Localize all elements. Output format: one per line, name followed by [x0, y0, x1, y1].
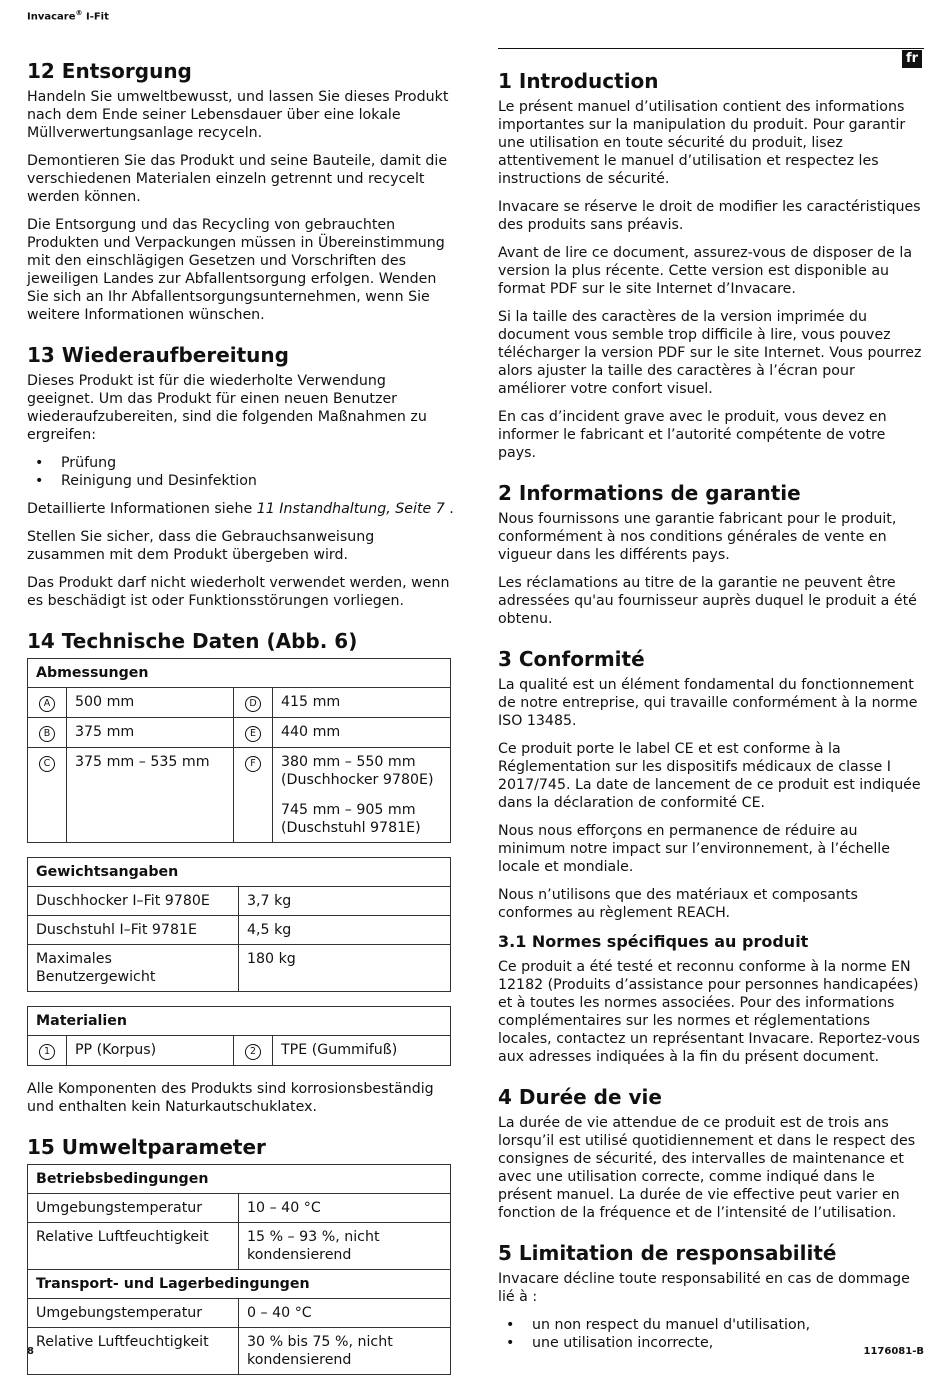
table-header: Gewichtsangaben: [28, 858, 451, 887]
language-tag: fr: [902, 50, 922, 68]
document-id: 1176081-B: [863, 1346, 924, 1357]
paragraph: Das Produkt darf nicht wiederholt verwendet werden, wenn es beschädigt ist oder Funktionsstörungen vorliegen.: [27, 575, 450, 609]
table-row: [28, 1036, 451, 1066]
paragraph: La qualité est un élément fondamental du fonctionnement de notre entreprise, qui travaille conformément à la norme ISO 13485.: [498, 677, 918, 729]
table-row: [28, 1223, 451, 1270]
weights-table: [27, 857, 451, 992]
ref-link[interactable]: 11 Instandhaltung, Seite 7: [256, 501, 445, 517]
ref-prefix: Detaillierte Informationen siehe: [27, 501, 257, 517]
paragraph: Ce produit porte le label CE et est conforme à la Réglementation sur les dispositifs médicaux de classe I 2017/745. La date de lancement de ce produit est indiquée dans la déclaration de conformité CE.: [498, 741, 921, 811]
dimension-value: 745 mm – 905 mm (Duschstuhl 9781E): [281, 802, 421, 836]
table-row: [28, 1194, 451, 1223]
paragraph: Les réclamations au titre de la garantie ne peuvent être adressées qu'au fournisseur auprès duquel le produit a été obtenu.: [498, 575, 917, 627]
materials-table: [27, 1006, 451, 1066]
table-cell: 15 % – 93 %, nicht kondensierend: [239, 1223, 451, 1270]
brand-name: Invacare: [27, 11, 76, 23]
paragraph: Dieses Produkt ist für die wiederholte Verwendung geeignet. Um das Produkt für einen neuen Benutzer wiederaufzubereiten, sind die folgenden Maßnahmen zu ergreifen:: [27, 373, 427, 443]
dimension-symbol: F: [245, 756, 261, 772]
table-cell: 440 mm: [273, 718, 451, 748]
paragraph: Si la taille des caractères de la version imprimée du document vous semble trop difficile à lire, vous pouvez télécharger la version PDF sur le site Internet. Vous pourrez alors ajuster la taille des caractères à l’écran pour améliorer votre confort visuel.: [498, 309, 922, 397]
table-cell: 180 kg: [239, 945, 451, 992]
list-item: • un non respect du manuel d'utilisation,: [498, 1316, 924, 1334]
paragraph: La durée de vie attendue de ce produit est de trois ans lorsqu’il est utilisé quotidiennement et dans le respect des consignes de sécurité, des intervalles de maintenance et avec une utilisation correcte, comme indiqué dans le présent manuel. La durée de vie effective peut varier en fonction de la fréquence et de l’intensité de l’utilisation.: [498, 1115, 916, 1221]
dimension-symbol: A: [39, 696, 55, 712]
table-cell: 415 mm: [273, 688, 451, 718]
table-cell: [273, 748, 451, 843]
section-title: 4 Durée de vie: [498, 1085, 662, 1109]
paragraph: Die Entsorgung und das Recycling von gebrauchten Produkten und Verpackungen müssen in Übereinstimmung mit den einschlägigen Gesetzen und Vorschriften des jeweiligen Landes zur Abfallentsorgung erfolgen. Wenden Sie sich an Ihr Abfallentsorgungsunternehmen, wenn Sie weitere Informationen wünschen.: [27, 217, 445, 323]
table-cell: Relative Luftfeuchtigkeit: [28, 1223, 239, 1270]
table-row: [28, 887, 451, 916]
table-row: [28, 1299, 451, 1328]
table-header: Materialien: [28, 1007, 451, 1036]
paragraph: Nous fournissons une garantie fabricant pour le produit, conformément à nos conditions générales de vente en vigueur dans les différents pays.: [498, 511, 897, 563]
section-garantie: [498, 480, 924, 628]
table-row: [28, 916, 451, 945]
table-cell: 500 mm: [67, 688, 234, 718]
table-row: [28, 748, 451, 843]
table-row: [28, 718, 451, 748]
paragraph: Avant de lire ce document, assurez-vous de disposer de la version la plus récente. Cette version est disponible au format PDF sur le site Internet d’Invacare.: [498, 245, 913, 297]
section-wiederaufbereitung: [27, 342, 455, 610]
table-row: [28, 688, 451, 718]
table-cell: 375 mm: [67, 718, 234, 748]
page-number: 8: [27, 1346, 34, 1357]
list-item: • Prüfung: [27, 454, 455, 472]
table-row: [28, 1328, 451, 1375]
section-title: 3 Conformité: [498, 647, 645, 671]
list-item: • Reinigung und Desinfektion: [27, 472, 455, 490]
dimension-symbol: E: [245, 726, 261, 742]
ref-suffix: .: [444, 501, 454, 517]
section-entsorgung: [27, 58, 455, 324]
table-cell: 375 mm – 535 mm: [67, 748, 234, 843]
table-cell: Umgebungstemperatur: [28, 1299, 239, 1328]
paragraph: Nous nous efforçons en permanence de réduire au minimum notre impact sur l’environnement, à l’échelle locale et mondiale.: [498, 823, 890, 875]
subsection-title: 3.1 Normes spécifiques au produit: [498, 932, 809, 951]
table-cell: Umgebungstemperatur: [28, 1194, 239, 1223]
section-introduction: [498, 68, 924, 462]
table-header: Transport- und Lagerbedingungen: [28, 1270, 451, 1299]
paragraph: Ce produit a été testé et reconnu conforme à la norme EN 12182 (Produits d’assistance pour personnes handicapées) et à toutes les normes associées. Pour des informations complémentaires sur les normes et réglementations locales, contactez un représentant Invacare. Reportez-vous aux adresses indiquées à la fin du présent document.: [498, 959, 920, 1065]
paragraph: Le présent manuel d’utilisation contient des informations importantes sur la manipulation du produit. Pour garantir une utilisation en toute sécurité du produit, lisez attentivement le manuel d’utilisation et respectez les instructions de sécurité.: [498, 99, 906, 187]
running-header: [27, 4, 109, 26]
section-title: 13 Wiederaufbereitung: [27, 343, 289, 367]
section-title: 14 Technische Daten (Abb. 6): [27, 629, 358, 653]
section-conformite: [498, 646, 924, 1066]
table-cell: TPE (Gummifuß): [273, 1036, 451, 1066]
section-limitation: [498, 1240, 924, 1352]
material-number: 1: [39, 1044, 55, 1060]
paragraph: Stellen Sie sicher, dass die Gebrauchsanweisung zusammen mit dem Produkt übergeben wird.: [27, 529, 375, 563]
material-number: 2: [245, 1044, 261, 1060]
paragraph: Invacare décline toute responsabilité en cas de dommage lié à :: [498, 1271, 910, 1305]
table-row: [28, 945, 451, 992]
product-name: I-Fit: [85, 11, 109, 23]
section-title: 15 Umweltparameter: [27, 1135, 266, 1159]
table-header: Abmessungen: [28, 659, 451, 688]
table-cell: Maximales Benutzergewicht: [28, 945, 239, 992]
section-umweltparameter: [27, 1134, 455, 1375]
section-title: 2 Informations de garantie: [498, 481, 801, 505]
table-cell: 30 % bis 75 %, nicht kondensierend: [239, 1328, 451, 1375]
paragraph: En cas d’incident grave avec le produit, vous devez en informer le fabricant et l’autorité compétente de votre pays.: [498, 409, 887, 461]
table-cell: PP (Korpus): [67, 1036, 234, 1066]
registered-mark: ®: [75, 9, 83, 17]
bullet-list: [27, 454, 455, 490]
section-duree-de-vie: [498, 1084, 924, 1222]
left-column: [27, 58, 455, 1393]
table-cell: 0 – 40 °C: [239, 1299, 451, 1328]
table-cell: Duschhocker I–Fit 9780E: [28, 887, 239, 916]
section-title: 12 Entsorgung: [27, 59, 192, 83]
cross-reference: [27, 500, 455, 518]
paragraph: Alle Komponenten des Produkts sind korrosionsbeständig und enthalten kein Naturkautschuklatex.: [27, 1081, 434, 1115]
list-item: • une utilisation incorrecte,: [498, 1334, 924, 1352]
paragraph: Nous n’utilisons que des matériaux et composants conformes au règlement REACH.: [498, 887, 858, 921]
table-cell: 4,5 kg: [239, 916, 451, 945]
dimension-symbol: C: [39, 756, 55, 772]
dimensions-table: [27, 658, 451, 843]
dimension-value: 380 mm – 550 mm (Duschhocker 9780E): [281, 754, 434, 788]
table-cell: 10 – 40 °C: [239, 1194, 451, 1223]
table-header: Betriebsbedingungen: [28, 1165, 451, 1194]
section-technische-daten: [27, 628, 455, 1116]
section-title: 1 Introduction: [498, 69, 659, 93]
bullet-list: [498, 1316, 924, 1352]
paragraph: Demontieren Sie das Produkt und seine Bauteile, damit die verschiedenen Materialen einzeln getrennt und recycelt werden können.: [27, 153, 448, 205]
environment-table: [27, 1164, 451, 1375]
table-cell: Duschstuhl I–Fit 9781E: [28, 916, 239, 945]
table-cell: 3,7 kg: [239, 887, 451, 916]
dimension-symbol: B: [39, 726, 55, 742]
dimension-symbol: D: [245, 696, 261, 712]
section-title: 5 Limitation de responsabilité: [498, 1241, 837, 1265]
paragraph: Invacare se réserve le droit de modifier les caractéristiques des produits sans préavis.: [498, 199, 921, 233]
right-column: [498, 48, 924, 1370]
table-cell: Relative Luftfeuchtigkeit: [28, 1328, 239, 1375]
paragraph: Handeln Sie umweltbewusst, und lassen Sie dieses Produkt nach dem Ende seiner Lebensdauer über eine lokale Müllverwertungsanlage recyceln.: [27, 89, 449, 141]
